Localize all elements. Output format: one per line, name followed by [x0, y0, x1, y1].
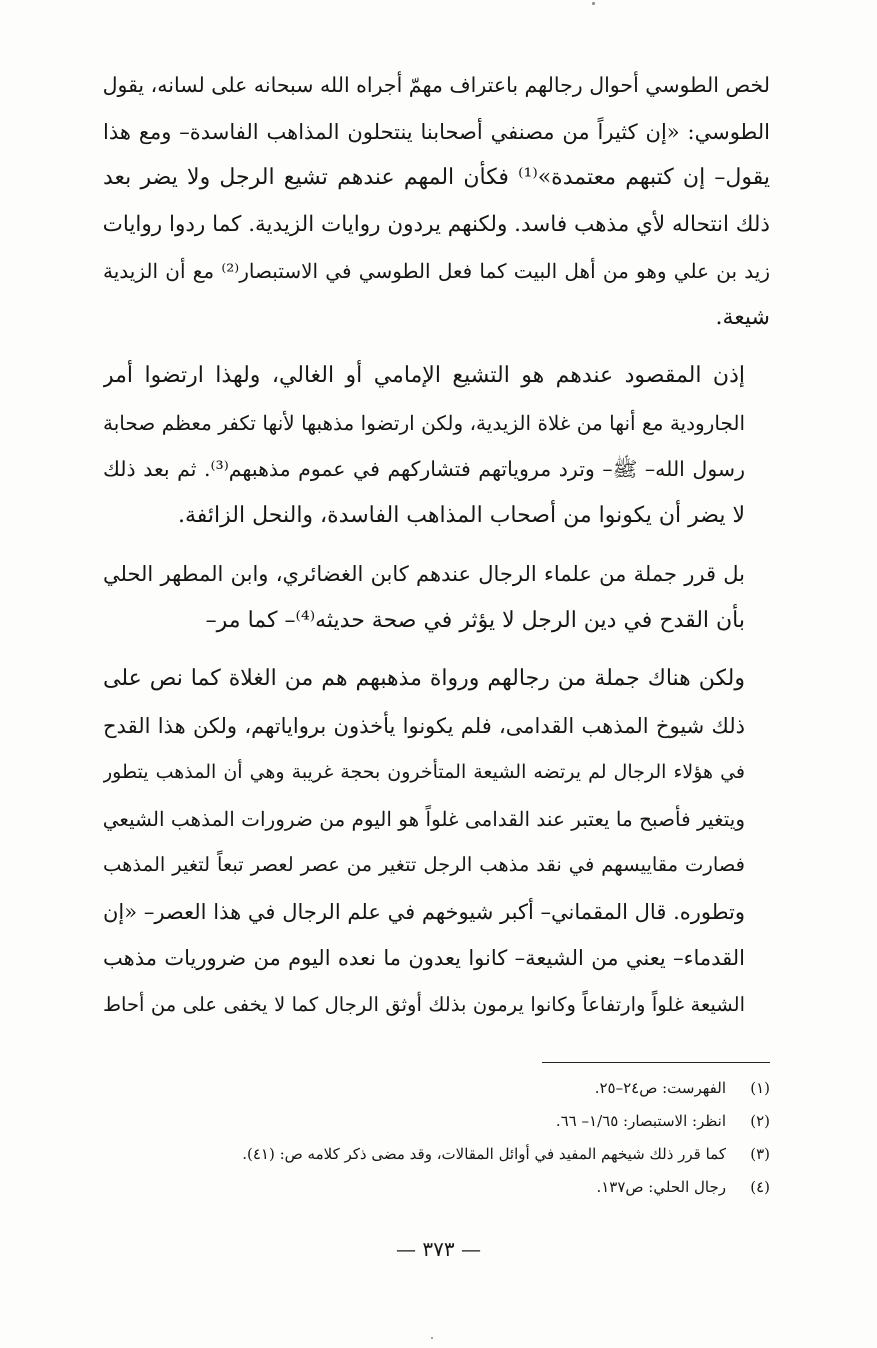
footnote-number: (٤)	[750, 1178, 770, 1196]
page-number: — ٣٧٣ —	[396, 1237, 481, 1261]
text-line: يقول– إن كتبهم معتمدة»⁽¹⁾ فكأن المهم عندهم تشيع الرجل ولا يضر بعد	[103, 165, 770, 190]
text-line: الطوسي: «إن كثيراً من مصنفي أصحابنا ينتحلون المذاهب الفاسدة– ومع هذا	[103, 119, 770, 144]
text-line: ذلك انتحاله لأي مذهب فاسد. ولكنهم يردون روايات الزيدية. كما ردوا روايات	[103, 211, 770, 237]
footnote-text: الفهرست: ص٢٤–٢٥.	[594, 1079, 726, 1097]
text-line: لا يضر أن يكونوا من أصحاب المذاهب الفاسدة، والنحل الزائفة.	[178, 502, 745, 528]
footnote	[103, 1138, 770, 1171]
footnote-number: (٢)	[750, 1112, 770, 1130]
footnote-text: كما قرر ذلك شيخهم المفيد في أوائل المقالات، وقد مضى ذكر كلامه ص: (٤١).	[242, 1145, 726, 1163]
text-line: وتطوره. قال المقماني– أكبر شيوخهم في علم الرجال في هذا العصر– «إن	[103, 899, 745, 924]
text-line: زيد بن علي وهو من أهل البيت كما فعل الطوسي في الاستبصار⁽²⁾ مع أن الزيدية	[103, 259, 770, 283]
text-line: ويتغير فأصبح ما يعتبر عند القدامى غلواً هو اليوم من ضرورات المذهب الشيعي	[103, 806, 745, 831]
paragraph-1	[103, 62, 770, 341]
text-line: بل قرر جملة من علماء الرجال عندهم كابن الغضائري، وابن المطهر الحلي	[103, 562, 745, 586]
text-line: لخص الطوسي أحوال رجالهم باعتراف مهمّ أجراه الله سبحانه على لسانه، يقول	[103, 73, 770, 97]
text-line: شيعة.	[715, 304, 770, 330]
paragraph-3	[103, 551, 770, 644]
text-line: فصارت مقاييسهم في نقد مذهب الرجل تتغير من عصر لعصر تبعاً لتغير المذهب	[103, 853, 745, 876]
footnote	[103, 1072, 770, 1105]
text-line: ذلك شيوخ المذهب القدامى، فلم يكونوا يأخذون برواياتهم، ولكن هذا القدح	[103, 713, 745, 738]
text-line: إذن المقصود عندهم هو التشيع الإمامي أو الغالي، ولهذا ارتضوا أمر	[103, 363, 745, 388]
scan-speck	[431, 1337, 433, 1339]
paragraph-4	[103, 656, 770, 1028]
footnote-divider	[542, 1062, 770, 1063]
main-text	[103, 62, 770, 1028]
footnotes	[103, 1072, 770, 1204]
footnote	[103, 1171, 770, 1204]
footnote-number: (١)	[750, 1079, 770, 1097]
scan-speck	[592, 2, 595, 5]
text-line: في هؤلاء الرجال لم يرتضه الشيعة المتأخرون بحجة غريبة وهي أن المذهب يتطور	[103, 761, 745, 783]
footnote	[103, 1105, 770, 1138]
text-line: الجارودية مع أنها من غلاة الزيدية، ولكن ارتضوا مذهبها لأنها تكفر معظم صحابة	[103, 410, 745, 435]
text-line: الشيعة غلواً وارتفاعاً وكانوا يرمون بذلك أوثق الرجال كما لا يخفى على من أحاط	[103, 992, 745, 1016]
text-line: ولكن هناك جملة من رجالهم ورواة مذهبهم هم من الغلاة كما نص على	[103, 666, 745, 691]
footnote-number: (٣)	[750, 1145, 770, 1163]
footnote-text: انظر: الاستبصار: ١/٦٥– ٦٦.	[555, 1112, 726, 1130]
footnote-text: رجال الحلي: ص١٣٧.	[596, 1178, 726, 1196]
text-line: القدماء– يعني من الشيعة– كانوا يعدون ما نعده اليوم من ضروريات مذهب	[103, 946, 745, 970]
text-line: بأن القدح في دين الرجل لا يؤثر في صحة حديثه⁽⁴⁾– كما مر–	[205, 607, 745, 633]
paragraph-2	[103, 353, 770, 539]
text-line: رسول الله– ﷺ– وترد مروياتهم فتشاركهم في عموم مذهبهم⁽³⁾. ثم بعد ذلك	[103, 457, 745, 481]
